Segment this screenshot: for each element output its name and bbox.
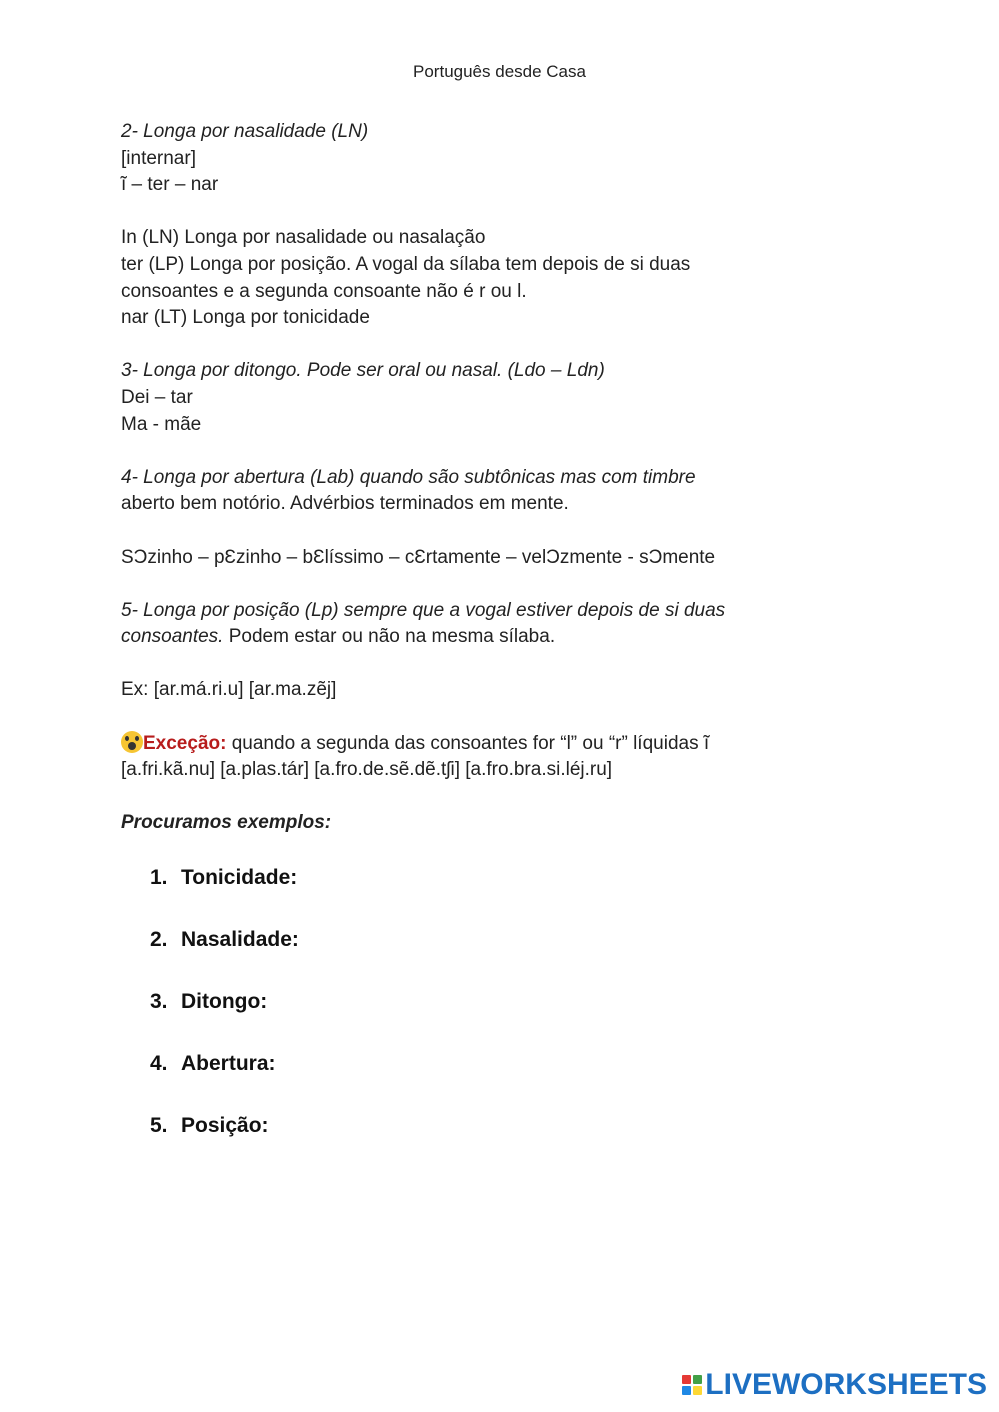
- list-number: 4.: [150, 1052, 168, 1075]
- logo-text: LIVEWORKSHEETS: [705, 1368, 987, 1401]
- logo-blocks-icon: [682, 1375, 702, 1395]
- explanation-line: nar (LT) Longa por tonicidade: [121, 307, 370, 329]
- list-number: 5.: [150, 1114, 168, 1137]
- prompt-heading: Procuramos exemplos:: [121, 812, 332, 834]
- list-number: 1.: [150, 866, 168, 889]
- logo-block: [693, 1386, 702, 1395]
- list-number: 3.: [150, 990, 168, 1013]
- list-item: [150, 928, 299, 990]
- explanation-line: In (LN) Longa por nasalidade ou nasalação: [121, 227, 486, 249]
- list-item: [150, 1052, 299, 1114]
- list-label: Ditongo:: [181, 990, 268, 1013]
- section-5-heading-cont: [121, 624, 821, 651]
- list-item: [150, 990, 299, 1052]
- section-2-heading: 2- Longa por nasalidade (LN): [121, 121, 369, 142]
- logo-block: [693, 1375, 702, 1384]
- exception-line: [121, 731, 821, 758]
- explanation-line: consoantes e a segunda consoante não é r ou l.: [121, 280, 527, 302]
- list-label: Abertura:: [181, 1052, 276, 1075]
- section-5-italic: consoantes.: [121, 626, 224, 648]
- section-3-heading: 3- Longa por ditongo. Pode ser oral ou nasal. (Ldo – Ldn): [121, 360, 605, 382]
- exception-text: quando a segunda das consoantes for “l” ou “r” líquidas ĩ: [226, 732, 710, 754]
- list-item: [150, 866, 299, 928]
- exception-examples: [a.fri.kã.nu] [a.plas.tár] [a.fro.de.sẽ.dẽ.tʃi] [a.fro.bra.si.léj.ru]: [121, 759, 613, 781]
- section-3-example: Dei – tar: [121, 386, 193, 408]
- section-2-syllables: ĩ – ter – nar: [121, 174, 219, 196]
- section-2-word: [internar]: [121, 147, 196, 169]
- section-5-example: Ex: [ar.má.ri.u] [ar.ma.zẽj]: [121, 679, 337, 701]
- section-3-example: Ma - mãe: [121, 413, 202, 435]
- list-number: 2.: [150, 928, 168, 951]
- liveworksheets-logo[interactable]: [682, 1370, 987, 1400]
- logo-block: [682, 1375, 691, 1384]
- section-5-heading: 5- Longa por posição (Lp) sempre que a vogal estiver depois de si duas: [121, 599, 726, 621]
- section-4-examples: SƆzinho – pƐzinho – bƐlíssimo – cƐrtamente – velƆzmente - sƆmente: [121, 546, 716, 568]
- list-label: Nasalidade:: [181, 928, 299, 951]
- examples-list: [150, 866, 299, 1176]
- exception-label: Exceção:: [143, 732, 227, 754]
- document-body: [121, 119, 821, 837]
- section-4-heading: 4- Longa por abertura (Lab) quando são subtônicas mas com timbre: [121, 466, 696, 488]
- list-label: Tonicidade:: [181, 866, 298, 889]
- page-header: Português desde Casa: [413, 62, 586, 81]
- section-5-rest: Podem estar ou não na mesma sílaba.: [223, 626, 556, 648]
- explanation-line: ter (LP) Longa por posição. A vogal da sílaba tem depois de si duas: [121, 253, 691, 275]
- list-item: [150, 1114, 299, 1176]
- screaming-face-icon: [121, 731, 143, 753]
- logo-block: [682, 1386, 691, 1395]
- list-label: Posição:: [181, 1114, 269, 1137]
- section-4-text: aberto bem notório. Advérbios terminados em mente.: [121, 493, 569, 515]
